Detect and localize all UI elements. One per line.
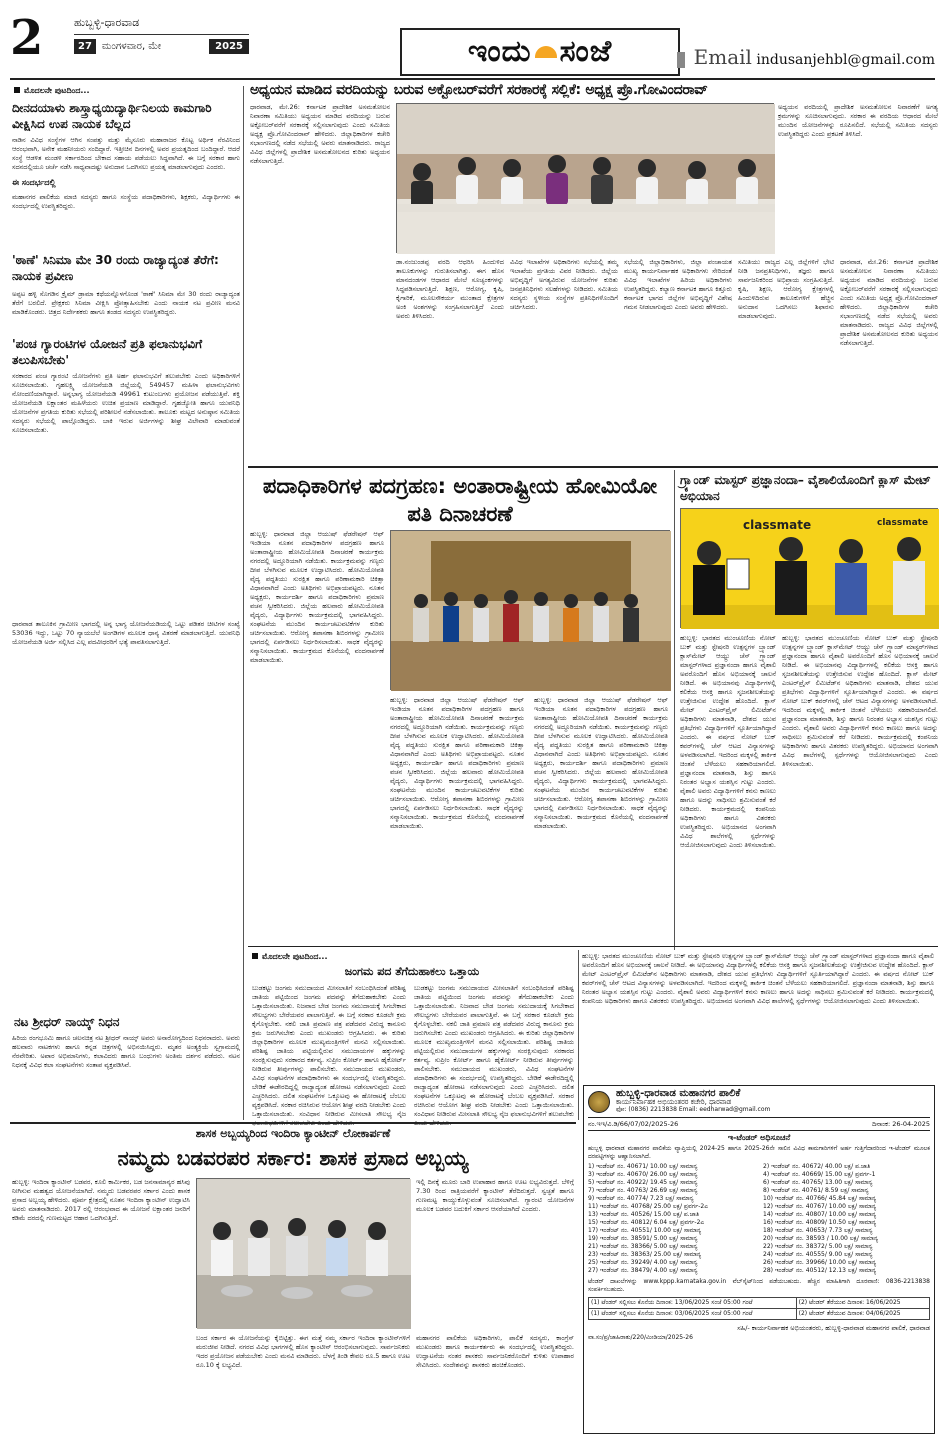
lead-body-col7: ಧಾರವಾಡ, ಮೇ.26: ಕರ್ನಾಟಕ ಪ್ರಾದೇಶಿಕ ಅಸಮತೋಲನ ನಿವಾರಣಾ ಸಮಿತಿಯು ಅಧ್ಯಯನ ಮಾಡಿದ ವರದಿಯನ್ನು ಬರುವ ಅಕ್ಟೋಬರ್‌ವರೆಗೆ ಸರಕಾರಕ್ಕೆ ಸಲ್ಲಿಸಲಾಗುವುದು ಎಂದು ಸಮಿತಿಯ ಅಧ್ಯಕ್ಷ ಪ್ರೊ.ಗೋವಿಂದರಾವ್ ಹೇಳಿದರು. ಜಿಲ್ಲಾಧಿಕಾರಿಗಳ ಕಚೇರಿ ಸಭಾಂಗಣದಲ್ಲಿ ನಡೆದ ಸಭೆಯಲ್ಲಿ ಅವರು ಮಾತನಾಡಿದರು. ರಾಜ್ಯದ ವಿವಿಧ ಜಿಲ್ಲೆಗಳಲ್ಲಿ ಪ್ರಾದೇಶಿಕ ಅಸಮತೋಲನದ ಕುರಿತು ಅಧ್ಯಯನ ನಡೆಸಲಾಗುತ್ತಿದೆ. <box>840 258 938 347</box>
story-body: ಹಿರಿಯ ರಂಗಭೂಮಿ ಹಾಗೂ ಚಲನಚಿತ್ರ ನಟ ಶ್ರೀಧರ್ ನಾಯ್ಕ್ ಅವರು ಅನಾರೋಗ್ಯದಿಂದ ನಿಧನರಾದರು. ಅವರು ಹಲವಾರು ನಾಟಕಗಳು ಹಾಗೂ ಕನ್ನಡ ಚಿತ್ರಗಳಲ್ಲಿ ಅಭಿನಯಿಸಿದ್ದರು. ಮೃತರ ಅಂತ್ಯಕ್ರಿಯೆ ಸ್ವಗ್ರಾಮದಲ್ಲಿ ನೆರವೇರಿತು. ಅಪಾರ ಅಭಿಮಾನಿಗಳು, ಕಲಾವಿದರು ಹಾಗೂ ಬಂಧುಗಳು ಅಂತಿಮ ದರ್ಶನ ಪಡೆದರು. ನಟನ ನಿಧನಕ್ಕೆ ವಿವಿಧ ಕಲಾ ಸಂಘಟನೆಗಳು ಸಂತಾಪ ವ್ಯಕ್ತಪಡಿಸಿವೆ. <box>12 1034 240 1069</box>
kicker-continued: ಮೊದಲನೇ ಪುಟದಿಂದ... <box>14 86 90 97</box>
email-address[interactable]: indusanjehbl@gmail.com <box>756 52 935 68</box>
lead-body-col5: ಸಮಿತಿಯು ರಾಜ್ಯದ ಎಲ್ಲ ಜಿಲ್ಲೆಗಳಿಗೆ ಭೇಟಿ ನೀಡಿ ಜನಪ್ರತಿನಿಧಿಗಳು, ತಜ್ಞರು ಹಾಗೂ ಸಾರ್ವಜನಿಕರಿಂದ ಅಭಿಪ್ರಾಯ ಸಂಗ್ರಹಿಸುತ್ತಿದೆ. ಕೃಷಿ, ಶಿಕ್ಷಣ, ಆರೋಗ್ಯ ಕ್ಷೇತ್ರಗಳಲ್ಲಿ ಹಿಂದುಳಿದಿರುವ ತಾಲೂಕುಗಳಿಗೆ ಹೆಚ್ಚಿನ ಅನುದಾನ ಒದಗಿಸಲು ಶಿಫಾರಸು ಮಾಡಲಾಗುವುದು. <box>738 258 834 320</box>
notice-signature: ಸಹಿ/- ಕಾರ್ಯನಿರ್ವಾಹಕ ಅಭಿಯಂತರರು, ಹುಬ್ಬಳ್ಳಿ-ಧಾರವಾಡ ಮಹಾನಗರ ಪಾಲಿಕೆ, ಧಾರವಾಡ <box>737 1324 930 1332</box>
tender-work-item: 8) ಇಂಡೆಂಟ್ ನಂ. 40761/ 8.59 ಲಕ್ಷ/ ಸಾಮಾನ್ಯ <box>763 1187 869 1194</box>
classmate-brand-label: classmate <box>743 518 812 532</box>
tender-work-item: 4) ಇಂಡೆಂಟ್ ನಂ. 40669/ 15.00 ಲಕ್ಷ/ ಪ್ರವರ್ಗ-1 <box>763 1171 876 1178</box>
logo-text-right: ಸಂಜೆ <box>559 33 613 69</box>
tender-work-item: 15) ಇಂಡೆಂಟ್ ನಂ. 40812/ 6.04 ಲಕ್ಷ/ ಪ್ರವರ್ಗ-2ಎ <box>588 1219 705 1226</box>
section-rule <box>248 946 938 947</box>
story-headline: ದೀನದಯಾಳು ಶಾಸ್ತ್ರಾಧ್ಯಯಿದ್ಯಾರ್ಥಿನಿಲಯ ಕಾಮಗಾರಿ ವೀಕ್ಷಿಸಿದ ಉಪ ನಾಯಕ ಬೆಲ್ಲದ <box>12 101 212 131</box>
tender-work-item: 3) ಇಂಡೆಂಟ್ ನಂ. 40670/ 26.00 ಲಕ್ಷ/ ಸಾಮಾನ್ಯ <box>588 1171 698 1178</box>
email-label: Email <box>693 45 752 69</box>
lead-body-col1: ಧಾರವಾಡ, ಮೇ.26: ಕರ್ನಾಟಕ ಪ್ರಾದೇಶಿಕ ಅಸಮತೋಲನ ನಿವಾರಣಾ ಸಮಿತಿಯು ಅಧ್ಯಯನ ಮಾಡಿದ ವರದಿಯನ್ನು ಬರುವ ಅಕ್ಟೋಬರ್‌ವರೆಗೆ ಸರಕಾರಕ್ಕೆ ಸಲ್ಲಿಸಲಾಗುವುದು ಎಂದು ಸಮಿತಿಯ ಅಧ್ಯಕ್ಷ ಪ್ರೊ.ಗೋವಿಂದರಾವ್ ಹೇಳಿದರು. ಜಿಲ್ಲಾಧಿಕಾರಿಗಳ ಕಚೇರಿ ಸಭಾಂಗಣದಲ್ಲಿ ನಡೆದ ಸಭೆಯಲ್ಲಿ ಅವರು ಮಾತನಾಡಿದರು. ರಾಜ್ಯದ ವಿವಿಧ ಜಿಲ್ಲೆಗಳಲ್ಲಿ ಪ್ರಾದೇಶಿಕ ಅಸಮತೋಲನದ ಕುರಿತು ಅಧ್ಯಯನ ನಡೆಸಲಾಗುತ್ತಿದೆ. <box>250 103 390 165</box>
dining-photo-illustration <box>197 1179 411 1329</box>
tender-work-item: 13) ಇಂಡೆಂಟ್ ನಂ. 40526/ 15.00 ಲಕ್ಷ/ ಪ.ಜಾತಿ <box>588 1211 700 1218</box>
tender-work-item: 16) ಇಂಡೆಂಟ್ ನಂ. 40809/ 10.50 ಲಕ್ಷ/ ಸಾಮಾನ್ಯ <box>763 1219 877 1226</box>
notice-contact: ಫೋ: (0836) 2213838 Email: eedharwad@gmail.com <box>616 1106 771 1113</box>
tender-work-item: 26) ಇಂಡೆಂಟ್ ನಂ. 39966/ 10.00 ಲಕ್ಷ/ ಸಾಮಾನ್ಯ <box>763 1259 877 1266</box>
notice-date: ದಿನಾಂಕ: 26-04-2025 <box>872 1120 930 1128</box>
tender-work-item: 21) ಇಂಡೆಂಟ್ ನಂ. 38366/ 5.00 ಲಕ್ಷ/ ಸಾಮಾನ್ಯ <box>588 1243 698 1250</box>
tender-work-item: 1) ಇಂಡೆಂಟ್ ನಂ. 40671/ 10.00 ಲಕ್ಷ/ ಸಾಮಾನ್ಯ <box>588 1163 698 1170</box>
chess-body-col2: ಹುಬ್ಬಳ್ಳಿ: ಭಾರತದ ಮುಂಚೂಣಿಯ ನೋಟ್ ಬುಕ್ ಮತ್ತು ಸ್ಟೇಷನರಿ ಉತ್ಪನ್ನಗಳ ಬ್ರ್ಯಾಂಡ್ ಕ್ಲಾಸ್‌ಮೇಟ್ ಆಯ್ಟ್ರು ಚೆಸ್ ಗ್ರ್ಯಾಂಡ್ ಮಾಸ್ಟರ್‌ಗಳಾದ ಪ್ರಜ್ಞಾನಂದಾ ಹಾಗೂ ವೈಶಾಲಿ ಅವರೊಂದಿಗೆ ಹೊಸ ಅಭಿಯಾನಕ್ಕೆ ಚಾಲನೆ ನೀಡಿದೆ. ಈ ಅಭಿಯಾನವು ವಿದ್ಯಾರ್ಥಿಗಳಲ್ಲಿ ಕಲಿಕೆಯ ಆಸಕ್ತಿ ಹಾಗೂ ಸೃಜನಶೀಲತೆಯನ್ನು ಉತ್ತೇಜಿಸುವ ಉದ್ದೇಶ ಹೊಂದಿದೆ. ಕ್ಲಾಸ್ ಮೇಟ್ ಎಂಟರ್‌ಪ್ರೈಸ್ ಲಿಮಿಟೆಡ್‌ನ ಅಧಿಕಾರಿಗಳು ಮಾತನಾಡಿ, ದೇಶದ ಯುವ ಪ್ರತಿಭೆಗಳು ವಿದ್ಯಾರ್ಥಿಗಳಿಗೆ ಸ್ಫೂರ್ತಿಯಾಗಿದ್ದಾರೆ ಎಂದರು. ಈ ವರ್ಷದ ನೋಟ್ ಬುಕ್ ಕವರ್‌ಗಳಲ್ಲಿ ಚೆಸ್ ಆಟದ ವಿನ್ಯಾಸಗಳನ್ನು ಅಳವಡಿಸಲಾಗಿದೆ. ಇದರಿಂದ ಮಕ್ಕಳಲ್ಲಿ ತಾರ್ಕಿಕ ಚಿಂತನೆ ಬೆಳೆಯಲು ಸಹಕಾರಿಯಾಗಲಿದೆ. ಪ್ರಜ್ಞಾನಂದಾ ಮಾತನಾಡಿ, ಶಿಸ್ತು ಹಾಗೂ ನಿರಂತರ ಅಭ್ಯಾಸ ಯಶಸ್ಸಿನ ಗುಟ್ಟು ಎಂದರು. ವೈಶಾಲಿ ಅವರು ವಿದ್ಯಾರ್ಥಿಗಳಿಗೆ ಕನಸು ಕಾಣಲು ಹಾಗೂ ಅದನ್ನು ಸಾಧಿಸಲು ಶ್ರಮಿಸುವಂತೆ ಕರೆ ನೀಡಿದರು. ಕಾರ್ಯಕ್ರಮದಲ್ಲಿ ಕಂಪನಿಯ ಅಧಿಕಾರಿಗಳು ಹಾಗೂ ವಿತರಕರು ಉಪಸ್ಥಿತರಿದ್ದರು. ಅಭಿಯಾನದ ಅಂಗವಾಗಿ ವಿವಿಧ ಶಾಲೆಗಳಲ್ಲಿ ಸ್ಪರ್ಧೆಗಳನ್ನು ಆಯೋಜಿಸಲಾಗುವುದು ಎಂದು ತಿಳಿಸಲಾಯಿತು. <box>782 634 938 768</box>
schedule-row <box>589 1309 930 1320</box>
dateline-block <box>74 16 249 54</box>
tender-work-item: 28) ಇಂಡೆಂಟ್ ನಂ. 40512/ 12.13 ಲಕ್ಷ/ ಸಾಮಾನ್ಯ <box>763 1267 877 1274</box>
story-body: ನಾಡಿನ ವಿವಿಧ ಸಂಸ್ಥೆಗಳ ಆಗಿನ ಸಂಪತ್ತು ಮತ್ತು ಮೈಸೂರು ಮಹಾರಾಜರ ಕೊಟ್ಟ ಅರ್ಥಿಕ ನೆರವಿನಿಂದ ಆರಂಭವಾಗಿ, ಅನೇಕ ಮಹನೀಯರು ಸಂದಿದ್ದಾರೆ. ಇತ್ತೀಚಿನ ದಿನಗಳಲ್ಲಿ ಅವರ ಪ್ರಯತ್ನದಿಂದ ಬಂದಿದ್ದಾರೆ. ಆದರೆ ಸಂಸ್ಥೆ ಆಡಳಿತ ಮಂಡಳಿ ಸರ್ಕಾರದಿಂದ ಬೇಕಾದ ಸಹಾಯ ಪಡೆಯಲು ಸಿದ್ಧವಾಗಿದೆ. ಈ ಬಗ್ಗೆ ಸರಕಾರ ಹಾಗು ಸದನದಲ್ಲಿಯೂ ಚರ್ಚೆ ನಡೆಸಿ ಸಾಧ್ಯವಾದಷ್ಟು ಅನುದಾನ ಒದಗಿಸಲು ಪ್ರಯತ್ನ ಮಾಡಲಾಗುವುದು ಎಂದರು. ಈ ಸಂದರ್ಭದಲ್ಲಿ ಮಹಾನಗರ ಪಾಲಿಕೆಯ ಮಾಜಿ ಸದಸ್ಯರು ಹಾಗೂ ಸಂಸ್ಥೆಯ ಪದಾಧಿಕಾರಿಗಳು, ಶಿಕ್ಷಕರು, ವಿದ್ಯಾರ್ಥಿಗಳು ಈ ಸಂದರ್ಭದಲ್ಲಿ ಉಪಸ್ಥಿತರಿದ್ದರು. <box>12 136 240 210</box>
notice-print-ref: ವಾ.ಸಂ/ಪ್ರ/ಜಾಹಿರಾತು/220/ಮೀಡಿಯಾ/2025-26 <box>588 1334 693 1341</box>
chess-continued-body: ಹುಬ್ಬಳ್ಳಿ: ಭಾರತದ ಮುಂಚೂಣಿಯ ನೋಟ್ ಬುಕ್ ಮತ್ತು ಸ್ಟೇಷನರಿ ಉತ್ಪನ್ನಗಳ ಬ್ರ್ಯಾಂಡ್ ಕ್ಲಾಸ್‌ಮೇಟ್ ಆಯ್ಟ್ರು ಚೆಸ್ ಗ್ರ್ಯಾಂಡ್ ಮಾಸ್ಟರ್‌ಗಳಾದ ಪ್ರಜ್ಞಾನಂದಾ ಹಾಗೂ ವೈಶಾಲಿ ಅವರೊಂದಿಗೆ ಹೊಸ ಅಭಿಯಾನಕ್ಕೆ ಚಾಲನೆ ನೀಡಿದೆ. ಈ ಅಭಿಯಾನವು ವಿದ್ಯಾರ್ಥಿಗಳಲ್ಲಿ ಕಲಿಕೆಯ ಆಸಕ್ತಿ ಹಾಗೂ ಸೃಜನಶೀಲತೆಯನ್ನು ಉತ್ತೇಜಿಸುವ ಉದ್ದೇಶ ಹೊಂದಿದೆ. ಕ್ಲಾಸ್ ಮೇಟ್ ಎಂಟರ್‌ಪ್ರೈಸ್ ಲಿಮಿಟೆಡ್‌ನ ಅಧಿಕಾರಿಗಳು ಮಾತನಾಡಿ, ದೇಶದ ಯುವ ಪ್ರತಿಭೆಗಳು ವಿದ್ಯಾರ್ಥಿಗಳಿಗೆ ಸ್ಫೂರ್ತಿಯಾಗಿದ್ದಾರೆ ಎಂದರು. ಈ ವರ್ಷದ ನೋಟ್ ಬುಕ್ ಕವರ್‌ಗಳಲ್ಲಿ ಚೆಸ್ ಆಟದ ವಿನ್ಯಾಸಗಳನ್ನು ಅಳವಡಿಸಲಾಗಿದೆ. ಇದರಿಂದ ಮಕ್ಕಳಲ್ಲಿ ತಾರ್ಕಿಕ ಚಿಂತನೆ ಬೆಳೆಯಲು ಸಹಕಾರಿಯಾಗಲಿದೆ. ಪ್ರಜ್ಞಾನಂದಾ ಮಾತನಾಡಿ, ಶಿಸ್ತು ಹಾಗೂ ನಿರಂತರ ಅಭ್ಯಾಸ ಯಶಸ್ಸಿನ ಗುಟ್ಟು ಎಂದರು. ವೈಶಾಲಿ ಅವರು ವಿದ್ಯಾರ್ಥಿಗಳಿಗೆ ಕನಸು ಕಾಣಲು ಹಾಗೂ ಅದನ್ನು ಸಾಧಿಸಲು ಶ್ರಮಿಸುವಂತೆ ಕರೆ ನೀಡಿದರು. ಕಾರ್ಯಕ್ರಮದಲ್ಲಿ ಕಂಪನಿಯ ಅಧಿಕಾರಿಗಳು ಹಾಗೂ ವಿತರಕರು ಉಪಸ್ಥಿತರಿದ್ದರು. ಅಭಿಯಾನದ ಅಂಗವಾಗಿ ವಿವಿಧ ಶಾಲೆಗಳಲ್ಲಿ ಸ್ಪರ್ಧೆಗಳನ್ನು ಆಯೋಜಿಸಲಾಗುವುದು ಎಂದು ತಿಳಿಸಲಾಯಿತು. <box>582 952 934 1005</box>
tender-work-item: 27) ಇಂಡೆಂಟ್ ನಂ. 38479/ 4.00 ಲಕ್ಷ/ ಸಾಮಾನ್ಯ <box>588 1267 698 1274</box>
tender-work-item: 2) ಇಂಡೆಂಟ್ ನಂ. 40672/ 40.00 ಲಕ್ಷ/ ಪ.ಜಾತಿ <box>763 1163 871 1170</box>
canteen-body-col1: ಹುಬ್ಬಳ್ಳಿ: ಇಂದಿರಾ ಕ್ಯಾಂಟೀನ್ ಬಡವರ, ಕೂಲಿ ಕಾರ್ಮಿಕರ, ಬಡ ಜನಸಾಮಾನ್ಯರ ಹಸಿವು ನೀಗಿಸುವ ಮಹತ್ವದ ಯೋಜನೆಯಾಗಿದೆ. ನಮ್ಮದು ಬಡವರಪರ ಸರ್ಕಾರ ಎಂದು ಶಾಸಕ ಪ್ರಸಾದ ಅಬ್ಬಯ್ಯ ಹೇಳಿದರು. ಪೂರ್ವ ಕ್ಷೇತ್ರದಲ್ಲಿ ನೂತನ ಇಂದಿರಾ ಕ್ಯಾಂಟೀನ್ ಉದ್ಘಾಟಿಸಿ ಅವರು ಮಾತನಾಡಿದರು. 2017 ರಲ್ಲಿ ಆರಂಭವಾದ ಈ ಯೋಜನೆ ಲಕ್ಷಾಂತರ ಜನರಿಗೆ ಕಡಿಮೆ ದರದಲ್ಲಿ ಗುಣಮಟ್ಟದ ಆಹಾರ ಒದಗಿಸುತ್ತಿದೆ. <box>12 1178 190 1222</box>
homeopathy-body-col1: ಹುಬ್ಬಳ್ಳಿ: ಧಾರವಾಡ ಜಿಲ್ಲಾ ಆಯುಷ್ ಫೆಡರೇಷನ್ ಆಫ್ ಇಂಡಿಯಾ ನೂತನ ಪದಾಧಿಕಾರಿಗಳ ಪದಗ್ರಹಣ ಹಾಗೂ ಅಂತಾರಾಷ್ಟ್ರೀಯ ಹೋಮಿಯೋಪತಿ ದಿನಾಚರಣೆ ಕಾರ್ಯಕ್ರಮ ನಗರದಲ್ಲಿ ಅದ್ದೂರಿಯಾಗಿ ನಡೆಯಿತು. ಕಾರ್ಯಕ್ರಮವನ್ನು ಗಣ್ಯರು ದೀಪ ಬೆಳಗಿಸುವ ಮೂಲಕ ಉದ್ಘಾಟಿಸಿದರು. ಹೋಮಿಯೋಪತಿ ವೈದ್ಯ ಪದ್ಧತಿಯು ಸುರಕ್ಷಿತ ಹಾಗೂ ಪರಿಣಾಮಕಾರಿ ಚಿಕಿತ್ಸಾ ವಿಧಾನವಾಗಿದೆ ಎಂದು ಅತಿಥಿಗಳು ಅಭಿಪ್ರಾಯಪಟ್ಟರು. ನೂತನ ಅಧ್ಯಕ್ಷರು, ಕಾರ್ಯದರ್ಶಿ ಹಾಗೂ ಪದಾಧಿಕಾರಿಗಳು ಪ್ರಮಾಣ ವಚನ ಸ್ವೀಕರಿಸಿದರು. ಜಿಲ್ಲೆಯ ಹಲವಾರು ಹೋಮಿಯೋಪತಿ ವೈದ್ಯರು, ವಿದ್ಯಾರ್ಥಿಗಳು ಕಾರ್ಯಕ್ರಮದಲ್ಲಿ ಭಾಗವಹಿಸಿದ್ದರು. ಸಂಘಟನೆಯ ಮುಂದಿನ ಕಾರ್ಯಚಟುವಟಿಕೆಗಳ ಕುರಿತು ಚರ್ಚಿಸಲಾಯಿತು. ಆರೋಗ್ಯ ತಪಾಸಣಾ ಶಿಬಿರಗಳನ್ನು ಗ್ರಾಮೀಣ ಭಾಗದಲ್ಲಿ ಏರ್ಪಡಿಸಲು ನಿರ್ಧರಿಸಲಾಯಿತು. ಸಾಧಕ ವೈದ್ಯರನ್ನು ಸನ್ಮಾನಿಸಲಾಯಿತು. ಕಾರ್ಯಕ್ರಮದ ಕೊನೆಯಲ್ಲಿ ವಂದನಾರ್ಪಣೆ ಮಾಡಲಾಯಿತು. <box>250 530 384 664</box>
tender-work-item: 20) ಇಂಡೆಂಟ್ ನಂ. 38593 / 10.00 ಲಕ್ಷ/ ಸಾಮಾನ್ಯ <box>763 1235 879 1242</box>
notice-ref: ನಂ.ಇಇ/ವಿ.ಡಿ/66/07/02/2025-26 <box>588 1120 679 1128</box>
tender-work-item: 7) ಇಂಡೆಂಟ್ ನಂ. 40763/ 26.69 ಲಕ್ಷ/ ಸಾಮಾನ್ಯ <box>588 1187 698 1194</box>
chess-body-col1: ಹುಬ್ಬಳ್ಳಿ: ಭಾರತದ ಮುಂಚೂಣಿಯ ನೋಟ್ ಬುಕ್ ಮತ್ತು ಸ್ಟೇಷನರಿ ಉತ್ಪನ್ನಗಳ ಬ್ರ್ಯಾಂಡ್ ಕ್ಲಾಸ್‌ಮೇಟ್ ಆಯ್ಟ್ರು ಚೆಸ್ ಗ್ರ್ಯಾಂಡ್ ಮಾಸ್ಟರ್‌ಗಳಾದ ಪ್ರಜ್ಞಾನಂದಾ ಹಾಗೂ ವೈಶಾಲಿ ಅವರೊಂದಿಗೆ ಹೊಸ ಅಭಿಯಾನಕ್ಕೆ ಚಾಲನೆ ನೀಡಿದೆ. ಈ ಅಭಿಯಾನವು ವಿದ್ಯಾರ್ಥಿಗಳಲ್ಲಿ ಕಲಿಕೆಯ ಆಸಕ್ತಿ ಹಾಗೂ ಸೃಜನಶೀಲತೆಯನ್ನು ಉತ್ತೇಜಿಸುವ ಉದ್ದೇಶ ಹೊಂದಿದೆ. ಕ್ಲಾಸ್ ಮೇಟ್ ಎಂಟರ್‌ಪ್ರೈಸ್ ಲಿಮಿಟೆಡ್‌ನ ಅಧಿಕಾರಿಗಳು ಮಾತನಾಡಿ, ದೇಶದ ಯುವ ಪ್ರತಿಭೆಗಳು ವಿದ್ಯಾರ್ಥಿಗಳಿಗೆ ಸ್ಫೂರ್ತಿಯಾಗಿದ್ದಾರೆ ಎಂದರು. ಈ ವರ್ಷದ ನೋಟ್ ಬುಕ್ ಕವರ್‌ಗಳಲ್ಲಿ ಚೆಸ್ ಆಟದ ವಿನ್ಯಾಸಗಳನ್ನು ಅಳವಡಿಸಲಾಗಿದೆ. ಇದರಿಂದ ಮಕ್ಕಳಲ್ಲಿ ತಾರ್ಕಿಕ ಚಿಂತನೆ ಬೆಳೆಯಲು ಸಹಕಾರಿಯಾಗಲಿದೆ. ಪ್ರಜ್ಞಾನಂದಾ ಮಾತನಾಡಿ, ಶಿಸ್ತು ಹಾಗೂ ನಿರಂತರ ಅಭ್ಯಾಸ ಯಶಸ್ಸಿನ ಗುಟ್ಟು ಎಂದರು. ವೈಶಾಲಿ ಅವರು ವಿದ್ಯಾರ್ಥಿಗಳಿಗೆ ಕನಸು ಕಾಣಲು ಹಾಗೂ ಅದನ್ನು ಸಾಧಿಸಲು ಶ್ರಮಿಸುವಂತೆ ಕರೆ ನೀಡಿದರು. ಕಾರ್ಯಕ್ರಮದಲ್ಲಿ ಕಂಪನಿಯ ಅಧಿಕಾರಿಗಳು ಹಾಗೂ ವಿತರಕರು ಉಪಸ್ಥಿತರಿದ್ದರು. ಅಭಿಯಾನದ ಅಂಗವಾಗಿ ವಿವಿಧ ಶಾಲೆಗಳಲ್ಲಿ ಸ್ಪರ್ಧೆಗಳನ್ನು ಆಯೋಜಿಸಲಾಗುವುದು ಎಂದು ತಿಳಿಸಲಾಯಿತು. <box>680 634 776 849</box>
tender-work-item: 5) ಇಂಡೆಂಟ್ ನಂ. 40922/ 19.45 ಲಕ್ಷ/ ಸಾಮಾನ್ಯ <box>588 1179 698 1186</box>
tender-work-item: 23) ಇಂಡೆಂಟ್ ನಂ. 38363/ 25.00 ಲಕ್ಷ/ ಸಾಮಾನ್ಯ <box>588 1251 702 1258</box>
story-headline: 'ಠಾಣೆ' ಸಿನಿಮಾ ಮೇ 30 ರಂದು ರಾಜ್ಯಾದ್ಯಂತ ತೆರೆಗೆ: ನಾಯಕ ಪ್ರವೀಣ <box>12 253 219 283</box>
notice-title: ಇ-ಟೆಂಡರ್ ಅಧಿಸೂಚನೆ <box>727 1133 791 1142</box>
lead-photo <box>396 103 774 253</box>
tender-work-item: 14) ಇಂಡೆಂಟ್ ನಂ. 40807/ 10.00 ಲಕ್ಷ/ ಸಾಮಾನ್ಯ <box>763 1211 877 1218</box>
lead-body-col6: ಅಧ್ಯಯನ ವರದಿಯಲ್ಲಿ ಪ್ರಾದೇಶಿಕ ಅಸಮತೋಲನ ನಿವಾರಣೆಗೆ ಅಗತ್ಯ ಕ್ರಮಗಳನ್ನು ಸೂಚಿಸಲಾಗುವುದು. ಸರಕಾರ ಈ ವರದಿಯ ಆಧಾರದ ಮೇಲೆ ಮುಂದಿನ ಯೋಜನೆಗಳನ್ನು ರೂಪಿಸಲಿದೆ. ಸಭೆಯಲ್ಲಿ ಸಮಿತಿಯ ಸದಸ್ಯರು ಉಪಸ್ಥಿತರಿದ್ದರು ಎಂದು ಪ್ರಕಟಣೆ ತಿಳಿಸಿದೆ. <box>778 103 938 138</box>
sun-icon <box>535 46 557 58</box>
section-rule <box>248 466 938 468</box>
schedule-cell: (2) ಟೆಂಡರ್ ತೆರೆಯುವ ದಿನಾಂಕ: 04/06/2025 <box>796 1309 929 1320</box>
tender-work-list <box>588 1163 930 1275</box>
tender-work-item: 18) ಇಂಡೆಂಟ್ ನಂ. 40653/ 7.73 ಲಕ್ಷ/ ಸಾಮಾನ್ಯ <box>763 1227 873 1234</box>
edition-label: ಹುಬ್ಬಳ್ಳಿ-ಧಾರವಾಡ <box>74 16 249 35</box>
tender-work-item: 17) ಇಂಡೆಂಟ್ ನಂ. 40551/ 10.00 ಲಕ್ಷ/ ಸಾಮಾನ್ಯ <box>588 1227 702 1234</box>
story-body: ಧಾರವಾಡ ತಾಲೂಕಿನ ಗ್ರಾಮೀಣ ಭಾಗದಲ್ಲಿ ಅನ್ನ ಭಾಗ್ಯ ಯೋಜನೆಯಡಿಯಲ್ಲಿ ಒಟ್ಟು ಪಡಿತರ ಚೀಟಿಗಳ ಸಂಖ್ಯೆ 53036 ಇದ್ದು, ಒಟ್ಟು 70 ನ್ಯಾಯಬೆಲೆ ಅಂಗಡಿಗಳ ಮೂಲಕ ಧಾನ್ಯ ವಿತರಣೆ ಮಾಡಲಾಗುತ್ತಿದೆ. ಯುವನಿಧಿ ಯೋಜನೆಯಡಿ ಅರ್ಜಿ ಸಲ್ಲಿಸಿದ ಎಲ್ಲ ಪದವೀಧರರಿಗೆ ಭತ್ಯೆ ಪಾವತಿಸಲಾಗುತ್ತಿದೆ. <box>12 620 240 646</box>
homeopathy-body-col3: ಹುಬ್ಬಳ್ಳಿ: ಧಾರವಾಡ ಜಿಲ್ಲಾ ಆಯುಷ್ ಫೆಡರೇಷನ್ ಆಫ್ ಇಂಡಿಯಾ ನೂತನ ಪದಾಧಿಕಾರಿಗಳ ಪದಗ್ರಹಣ ಹಾಗೂ ಅಂತಾರಾಷ್ಟ್ರೀಯ ಹೋಮಿಯೋಪತಿ ದಿನಾಚರಣೆ ಕಾರ್ಯಕ್ರಮ ನಗರದಲ್ಲಿ ಅದ್ದೂರಿಯಾಗಿ ನಡೆಯಿತು. ಕಾರ್ಯಕ್ರಮವನ್ನು ಗಣ್ಯರು ದೀಪ ಬೆಳಗಿಸುವ ಮೂಲಕ ಉದ್ಘಾಟಿಸಿದರು. ಹೋಮಿಯೋಪತಿ ವೈದ್ಯ ಪದ್ಧತಿಯು ಸುರಕ್ಷಿತ ಹಾಗೂ ಪರಿಣಾಮಕಾರಿ ಚಿಕಿತ್ಸಾ ವಿಧಾನವಾಗಿದೆ ಎಂದು ಅತಿಥಿಗಳು ಅಭಿಪ್ರಾಯಪಟ್ಟರು. ನೂತನ ಅಧ್ಯಕ್ಷರು, ಕಾರ್ಯದರ್ಶಿ ಹಾಗೂ ಪದಾಧಿಕಾರಿಗಳು ಪ್ರಮಾಣ ವಚನ ಸ್ವೀಕರಿಸಿದರು. ಜಿಲ್ಲೆಯ ಹಲವಾರು ಹೋಮಿಯೋಪತಿ ವೈದ್ಯರು, ವಿದ್ಯಾರ್ಥಿಗಳು ಕಾರ್ಯಕ್ರಮದಲ್ಲಿ ಭಾಗವಹಿಸಿದ್ದರು. ಸಂಘಟನೆಯ ಮುಂದಿನ ಕಾರ್ಯಚಟುವಟಿಕೆಗಳ ಕುರಿತು ಚರ್ಚಿಸಲಾಯಿತು. ಆರೋಗ್ಯ ತಪಾಸಣಾ ಶಿಬಿರಗಳನ್ನು ಗ್ರಾಮೀಣ ಭಾಗದಲ್ಲಿ ಏರ್ಪಡಿಸಲು ನಿರ್ಧರಿಸಲಾಯಿತು. ಸಾಧಕ ವೈದ್ಯರನ್ನು ಸನ್ಮಾನಿಸಲಾಯಿತು. ಕಾರ್ಯಕ್ರಮದ ಕೊನೆಯಲ್ಲಿ ವಂದನಾರ್ಪಣೆ ಮಾಡಲಾಯಿತು. <box>534 696 668 830</box>
story-headline: ನಟ ಶ್ರೀಧರ್ ನಾಯ್ಕ್ ನಿಧನ <box>14 1015 120 1029</box>
tender-work-item: 22) ಇಂಡೆಂಟ್ ನಂ. 38372/ 5.00 ಲಕ್ಷ/ ಸಾಮಾನ್ಯ <box>763 1243 873 1250</box>
lead-body-col4: ಸಭೆಯಲ್ಲಿ ಜಿಲ್ಲಾಧಿಕಾರಿಗಳು, ಜಿಲ್ಲಾ ಪಂಚಾಯತ ಮುಖ್ಯ ಕಾರ್ಯನಿರ್ವಾಹಕ ಅಧಿಕಾರಿಗಳು ಸೇರಿದಂತೆ ವಿವಿಧ ಇಲಾಖೆಗಳ ಹಿರಿಯ ಅಧಿಕಾರಿಗಳು ಉಪಸ್ಥಿತರಿದ್ದರು. ಕಲ್ಯಾಣ ಕರ್ನಾಟಕ ಹಾಗೂ ಕಿತ್ತೂರು ಕರ್ನಾಟಕ ಭಾಗದ ಜಿಲ್ಲೆಗಳ ಅಭಿವೃದ್ಧಿಗೆ ವಿಶೇಷ ಗಮನ ನೀಡಲಾಗುವುದು ಎಂದು ಅವರು ಹೇಳಿದರು. <box>624 258 732 311</box>
homeopathy-body-col2: ಹುಬ್ಬಳ್ಳಿ: ಧಾರವಾಡ ಜಿಲ್ಲಾ ಆಯುಷ್ ಫೆಡರೇಷನ್ ಆಫ್ ಇಂಡಿಯಾ ನೂತನ ಪದಾಧಿಕಾರಿಗಳ ಪದಗ್ರಹಣ ಹಾಗೂ ಅಂತಾರಾಷ್ಟ್ರೀಯ ಹೋಮಿಯೋಪತಿ ದಿನಾಚರಣೆ ಕಾರ್ಯಕ್ರಮ ನಗರದಲ್ಲಿ ಅದ್ದೂರಿಯಾಗಿ ನಡೆಯಿತು. ಕಾರ್ಯಕ್ರಮವನ್ನು ಗಣ್ಯರು ದೀಪ ಬೆಳಗಿಸುವ ಮೂಲಕ ಉದ್ಘಾಟಿಸಿದರು. ಹೋಮಿಯೋಪತಿ ವೈದ್ಯ ಪದ್ಧತಿಯು ಸುರಕ್ಷಿತ ಹಾಗೂ ಪರಿಣಾಮಕಾರಿ ಚಿಕಿತ್ಸಾ ವಿಧಾನವಾಗಿದೆ ಎಂದು ಅತಿಥಿಗಳು ಅಭಿಪ್ರಾಯಪಟ್ಟರು. ನೂತನ ಅಧ್ಯಕ್ಷರು, ಕಾರ್ಯದರ್ಶಿ ಹಾಗೂ ಪದಾಧಿಕಾರಿಗಳು ಪ್ರಮಾಣ ವಚನ ಸ್ವೀಕರಿಸಿದರು. ಜಿಲ್ಲೆಯ ಹಲವಾರು ಹೋಮಿಯೋಪತಿ ವೈದ್ಯರು, ವಿದ್ಯಾರ್ಥಿಗಳು ಕಾರ್ಯಕ್ರಮದಲ್ಲಿ ಭಾಗವಹಿಸಿದ್ದರು. ಸಂಘಟನೆಯ ಮುಂದಿನ ಕಾರ್ಯಚಟುವಟಿಕೆಗಳ ಕುರಿತು ಚರ್ಚಿಸಲಾಯಿತು. ಆರೋಗ್ಯ ತಪಾಸಣಾ ಶಿಬಿರಗಳನ್ನು ಗ್ರಾಮೀಣ ಭಾಗದಲ್ಲಿ ಏರ್ಪಡಿಸಲು ನಿರ್ಧರಿಸಲಾಯಿತು. ಸಾಧಕ ವೈದ್ಯರನ್ನು ಸನ್ಮಾನಿಸಲಾಯಿತು. ಕಾರ್ಯಕ್ರಮದ ಕೊನೆಯಲ್ಲಿ ವಂದನಾರ್ಪಣೆ ಮಾಡಲಾಯಿತು. <box>390 696 524 830</box>
tender-work-item: 12) ಇಂಡೆಂಟ್ ನಂ. 40767/ 10.00 ಲಕ್ಷ/ ಸಾಮಾನ್ಯ <box>763 1203 877 1210</box>
homeopathy-headline: ಪದಾಧಿಕಾರಿಗಳ ಪದಗ್ರಹಣ: ಅಂತಾರಾಷ್ಟ್ರೀಯ ಹೋಮಿಯೋ ಪತಿ ದಿನಾಚರಣೆ <box>262 474 658 526</box>
divider-icon <box>677 52 685 68</box>
canteen-body-col2: ಇಲ್ಲಿ ದಿನಕ್ಕೆ ಮೂರು ಬಾರಿ ಉಪಾಹಾರ ಹಾಗೂ ಊಟ ಲಭ್ಯವಿರುತ್ತದೆ. ಬೆಳಿಗ್ಗೆ 7.30 ರಿಂದ ರಾತ್ರಿಯವರೆಗೆ ಕ್ಯಾಂಟೀನ್ ತೆರೆದಿರುತ್ತದೆ. ಸ್ವಚ್ಛತೆ ಹಾಗೂ ಗುಣಮಟ್ಟ ಕಾಯ್ದುಕೊಳ್ಳುವಂತೆ ಸೂಚಿಸಲಾಗಿದೆ. ಗ್ಯಾರಂಟಿ ಯೋಜನೆಗಳ ಮೂಲಕ ಬಡವರ ಬದುಕಿಗೆ ಸರ್ಕಾರ ಆಸರೆಯಾಗಿದೆ ಎಂದರು. <box>416 1178 574 1213</box>
jangama-body-col2: ಬುಡಕಟ್ಟು ಜಂಗಮ ಸಮುದಾಯದ ಮೀಸಲಾತಿಗೆ ಸಂಬಂಧಿಸಿದಂತೆ ಪರಿಶಿಷ್ಟ ಜಾತಿಯ ಪಟ್ಟಿಯಿಂದ ಜಂಗಮ ಪದವನ್ನು ತೆಗೆದುಹಾಕಬೇಕು ಎಂದು ಒತ್ತಾಯಿಸಲಾಯಿತು. ನಿಜವಾದ ಬೇಡ ಜಂಗಮ ಸಮುದಾಯಕ್ಕೆ ಸಿಗಬೇಕಾದ ಸೌಲಭ್ಯಗಳು ಬೇರೆಯವರ ಪಾಲಾಗುತ್ತಿವೆ. ಈ ಬಗ್ಗೆ ಸರಕಾರ ಕೂಡಲೇ ಕ್ರಮ ಕೈಗೊಳ್ಳಬೇಕು. ನಕಲಿ ಜಾತಿ ಪ್ರಮಾಣ ಪತ್ರ ಪಡೆದವರ ವಿರುದ್ಧ ಕಾನೂನು ಕ್ರಮ ಜರುಗಿಸಬೇಕು ಎಂದು ಮುಖಂಡರು ಆಗ್ರಹಿಸಿದರು. ಈ ಕುರಿತು ಜಿಲ್ಲಾಧಿಕಾರಿಗಳ ಮೂಲಕ ಮುಖ್ಯಮಂತ್ರಿಗಳಿಗೆ ಮನವಿ ಸಲ್ಲಿಸಲಾಯಿತು. ಪರಿಶಿಷ್ಟ ಜಾತಿಯ ಪಟ್ಟಿಯಲ್ಲಿರುವ ಸಮುದಾಯಗಳ ಹಕ್ಕುಗಳನ್ನು ಸಂರಕ್ಷಿಸುವುದು ಸರಕಾರದ ಕರ್ತವ್ಯ. ಸುಪ್ರೀಂ ಕೋರ್ಟ್ ಹಾಗೂ ಹೈಕೋರ್ಟ್ ನೀಡಿರುವ ತೀರ್ಪುಗಳನ್ನು ಪಾಲಿಸಬೇಕು. ಸಮುದಾಯದ ಮುಖಂಡರು, ವಿವಿಧ ಸಂಘಟನೆಗಳ ಪದಾಧಿಕಾರಿಗಳು ಈ ಸಂದರ್ಭದಲ್ಲಿ ಉಪಸ್ಥಿತರಿದ್ದರು. ಬೇಡಿಕೆ ಈಡೇರದಿದ್ದಲ್ಲಿ ರಾಜ್ಯಾದ್ಯಂತ ಹೋರಾಟ ನಡೆಸಲಾಗುವುದು ಎಂದು ಎಚ್ಚರಿಸಿದರು. ದಲಿತ ಸಂಘಟನೆಗಳ ಒಕ್ಕೂಟವು ಈ ಹೋರಾಟಕ್ಕೆ ಬೆಂಬಲ ವ್ಯಕ್ತಪಡಿಸಿದೆ. ಸರಕಾರ ರಚಿಸಿರುವ ಆಯೋಗ ಶೀಘ್ರ ವರದಿ ನೀಡಬೇಕು ಎಂದು ಒತ್ತಾಯಿಸಲಾಯಿತು. ಸಂವಿಧಾನ ನೀಡಿರುವ ಮೀಸಲಾತಿ ಸೌಲಭ್ಯ ನೈಜ ಫಲಾನುಭವಿಗಳಿಗೆ ತಲುಪಬೇಕು <box>414 984 574 1118</box>
notice-office: ಕಾರ್ಯನಿರ್ವಾಹಕ ಅಭಿಯಂತರರ ಕಚೇರಿ, ಧಾರವಾಡ <box>616 1098 732 1106</box>
classmate-brand-label-2: classmate <box>877 518 929 528</box>
column-rule <box>578 950 579 1120</box>
canteen-body-col3: ಬಂದ ಸರ್ಕಾರ ಈ ಯೋಜನೆಯನ್ನು ಕೈಬಿಟ್ಟಿತ್ತು. ಈಗ ಮತ್ತೆ ನಮ್ಮ ಸರ್ಕಾರ ಇಂದಿರಾ ಕ್ಯಾಂಟೀನ್‌ಗಳಿಗೆ ಮರುಜೀವ ನೀಡಿದೆ. ನಗರದ ವಿವಿಧ ಭಾಗಗಳಲ್ಲಿ ಹೊಸ ಕ್ಯಾಂಟೀನ್ ಆರಂಭಿಸಲಾಗುವುದು. ಸಾರ್ವಜನಿಕರು ಇದರ ಪ್ರಯೋಜನ ಪಡೆಯಬೇಕು ಎಂದು ಮನವಿ ಮಾಡಿದರು. ಬೆಳಗ್ಗೆ ತಿಂಡಿ ಕೇವಲ ರೂ.5 ಹಾಗೂ ಊಟ ರೂ.10 ಕ್ಕೆ ಲಭ್ಯವಿದೆ. <box>196 1334 410 1369</box>
section-rule <box>10 1122 576 1124</box>
column-rule <box>674 470 675 950</box>
schedule-cell: (2) ಟೆಂಡರ್ ತೆರೆಯುವ ದಿನಾಂಕ: 16/06/2025 <box>796 1298 929 1309</box>
notice-intro: ಹುಬ್ಬಳ್ಳಿ ಧಾರವಾಡ ಮಹಾನಗರ ಪಾಲಿಕೆಯ ವ್ಯಾಪ್ತಿಯಲ್ಲಿ 2024-25 ಹಾಗೂ 2025-26ನೇ ಸಾಲಿನ ವಿವಿಧ ಕಾಮಗಾರಿಗಳಿಗೆ ಅರ್ಹ ಗುತ್ತಿಗೆದಾರರಿಂದ ಇ-ಟೆಂಡರ್ ಮೂಲಕ ದರಪಟ್ಟಿಗಳನ್ನು ಆಹ್ವಾನಿಸಲಾಗಿದೆ. <box>588 1145 930 1160</box>
masthead <box>10 10 935 80</box>
notice-footer: ಟೆಂಡರ್ ದಾಖಲೆಗಳನ್ನು www.kppp.karnataka.gov.in ವೆಬ್‌ಸೈಟ್‌ನಿಂದ ಪಡೆಯಬಹುದು. ಹೆಚ್ಚಿನ ಮಾಹಿತಿಗಾಗಿ ದೂರವಾಣಿ: 0836-2213838 ಸಂಪರ್ಕಿಸಬಹುದು. <box>588 1278 930 1293</box>
date-weekday-month: ಮಂಗಳವಾರ, ಮೇ <box>101 40 162 52</box>
lead-body-col2: ಡಾ.ನಂಜುಂಡಪ್ಪ ವರದಿ ಆಧರಿಸಿ ಹಿಂದುಳಿದ ತಾಲೂಕುಗಳನ್ನು ಗುರುತಿಸಲಾಗಿತ್ತು. ಈಗ ಹೊಸ ಮಾನದಂಡಗಳ ಆಧಾರದ ಮೇಲೆ ಸೂಚ್ಯಂಕಗಳನ್ನು ಸಿದ್ಧಪಡಿಸಲಾಗುತ್ತಿದೆ. ಶಿಕ್ಷಣ, ಆರೋಗ್ಯ, ಕೃಷಿ, ಕೈಗಾರಿಕೆ, ಮೂಲಸೌಕರ್ಯ ಮುಂತಾದ ಕ್ಷೇತ್ರಗಳ ಅಂಕಿ ಅಂಶಗಳನ್ನು ಸಂಗ್ರಹಿಸಲಾಗುತ್ತಿದೆ ಎಂದು ಅವರು ತಿಳಿಸಿದರು. <box>396 258 504 320</box>
chess-photo <box>680 508 938 628</box>
tender-work-item: 6) ಇಂಡೆಂಟ್ ನಂ. 40765/ 13.00 ಲಕ್ಷ/ ಸಾಮಾನ್ಯ <box>763 1179 873 1186</box>
notice-org: ಹುಬ್ಬಳ್ಳಿ-ಧಾರವಾಡ ಮಹಾನಗರ ಪಾಲಿಕೆ <box>616 1088 741 1099</box>
tender-work-item: 25) ಇಂಡೆಂಟ್ ನಂ. 39249/ 4.00 ಲಕ್ಷ/ ಸಾಮಾನ್ಯ <box>588 1259 698 1266</box>
logo-text-left: ಇಂದು <box>467 33 532 69</box>
story-body: ಅಪ್ಪಟ ಹಳ್ಳಿ ಸೊಗಡಿನ ಕ್ರೈಮ್ ಡ್ರಾಮಾ ಕಥೆಯನ್ನೊಳಗೊಂಡ 'ಠಾಣೆ' ಸಿನಿಮಾ ಮೇ 30 ರಂದು ರಾಜ್ಯಾದ್ಯಂತ ತೆರೆಗೆ ಬರಲಿದೆ. ಪ್ರೇಕ್ಷಕರು ಸಿನಿಮಾ ವೀಕ್ಷಿಸಿ ಪ್ರೋತ್ಸಾಹಿಸಬೇಕು ಎಂದು ನಾಯಕ ನಟ ಪ್ರವೀಣ ಮನವಿ ಮಾಡಿಕೊಂಡರು. ಚಿತ್ರದ ನಿರ್ದೇಶಕರು ಹಾಗೂ ತಂಡದ ಸದಸ್ಯರು ಉಪಸ್ಥಿತರಿದ್ದರು. <box>12 290 240 316</box>
canteen-photo <box>196 1178 410 1328</box>
chess-headline: ಗ್ರ್ಯಾಂಡ್ ಮಾಸ್ಟರ್ ಪ್ರಜ್ಞಾನಂದಾ– ವೈಶಾಲಿಯೊಂದಿಗೆ ಕ್ಲಾಸ್ ಮೇಟ್ ಅಭಿಯಾನ <box>680 473 931 503</box>
lead-headline: ಅಧ್ಯಯನ ಮಾಡಿದ ವರದಿಯನ್ನು ಬರುವ ಅಕ್ಟೋಬರ್‌ವರೆಗೆ ಸರಕಾರಕ್ಕೆ ಸಲ್ಲಿಕೆ: ಅಧ್ಯಕ್ಷ ಪ್ರೊ.ಗೋವಿಂದರಾವ್ <box>250 82 708 98</box>
schedule-cell: (1) ಟೆಂಡರ್ ಸಲ್ಲಿಸಲು ಕೊನೆಯ ದಿನಾಂಕ: 13/06/2025 ಸಂಜೆ 05:00 ಗಂಟೆ <box>589 1298 797 1309</box>
schedule-cell: (1) ಟೆಂಡರ್ ಸಲ್ಲಿಸಲು ಕೊನೆಯ ದಿನಾಂಕ: 03/06/2025 ಸಂಜೆ 05:00 ಗಂಟೆ <box>589 1309 797 1320</box>
tender-schedule-table <box>588 1297 930 1320</box>
lead-body-col3: ವಿವಿಧ ಇಲಾಖೆಗಳ ಅಧಿಕಾರಿಗಳು ಸಭೆಯಲ್ಲಿ ತಮ್ಮ ಇಲಾಖೆಯ ಪ್ರಗತಿಯ ವಿವರ ನೀಡಿದರು. ಜಿಲ್ಲೆಯ ಅಭಿವೃದ್ಧಿಗೆ ಅಗತ್ಯವಿರುವ ಯೋಜನೆಗಳ ಕುರಿತು ಜನಪ್ರತಿನಿಧಿಗಳು ಸಲಹೆಗಳನ್ನು ನೀಡಿದರು. ಸಮಿತಿಯ ಸದಸ್ಯರು ಸ್ಥಳೀಯ ಸಂಸ್ಥೆಗಳ ಪ್ರತಿನಿಧಿಗಳೊಂದಿಗೆ ಚರ್ಚಿಸಿದರು. <box>510 258 618 311</box>
date-day: 27 <box>74 39 96 55</box>
tender-work-item: 10) ಇಂಡೆಂಟ್ ನಂ. 40766/ 45.84 ಲಕ್ಷ/ ಸಾಮಾನ್ಯ <box>763 1195 877 1202</box>
kicker-continued: ಮೊದಲನೇ ಪುಟದಿಂದ... <box>252 952 328 963</box>
tender-notice <box>583 1085 935 1434</box>
canteen-body-col4: ಮಹಾನಗರ ಪಾಲಿಕೆಯ ಅಧಿಕಾರಿಗಳು, ಪಾಲಿಕೆ ಸದಸ್ಯರು, ಕಾಂಗ್ರೆಸ್ ಮುಖಂಡರು ಹಾಗೂ ಕಾರ್ಯಕರ್ತರು ಈ ಸಂದರ್ಭದಲ್ಲಿ ಉಪಸ್ಥಿತರಿದ್ದರು. ಉದ್ಘಾಟನೆಯ ನಂತರ ಶಾಸಕರು ಸಾರ್ವಜನಿಕರೊಂದಿಗೆ ಕುಳಿತು ಉಪಾಹಾರ ಸೇವಿಸಿದರು. ಸಂದೇಶವನ್ನು ಶಾಸಕರು ಹಂಚಿಕೊಂಡರು. <box>416 1334 574 1369</box>
canteen-overline: ಶಾಸಕ ಅಬ್ಬಯ್ಯರಿಂದ ಇಂದಿರಾ ಕ್ಯಾಂಟೀನ್ ಲೋಕಾರ್ಪಣೆ <box>195 1127 391 1140</box>
story-headline: 'ಪಂಚ ಗ್ಯಾರಂಟಿಗಳ ಯೋಜನೆ ಪ್ರತಿ ಫಲಾನುಭವಿಗೆ ತಲುಪಿಸಬೇಕು' <box>12 337 203 367</box>
story-body: ಸರಕಾರದ ಪಂಚ ಗ್ಯಾರಂಟಿ ಯೋಜನೆಗಳು ಪ್ರತಿ ಅರ್ಹ ಫಲಾನುಭವಿಗೆ ತಲುಪಬೇಕು ಎಂದು ಅಧಿಕಾರಿಗಳಿಗೆ ಸೂಚಿಸಲಾಯಿತು. ಗೃಹಲಕ್ಷ್ಮಿ ಯೋಜನೆಯಡಿ ಜಿಲ್ಲೆಯಲ್ಲಿ 549457 ಮಹಿಳಾ ಫಲಾನುಭವಿಗಳು ನೋಂದಣಿಯಾಗಿದ್ದಾರೆ. ಅನ್ನಭಾಗ್ಯ ಯೋಜನೆಯಡಿ 49961 ಕುಟುಂಬಗಳು ಪ್ರಯೋಜನ ಪಡೆಯುತ್ತಿವೆ. ಶಕ್ತಿ ಯೋಜನೆಯಡಿ ಲಕ್ಷಾಂತರ ಮಹಿಳೆಯರು ಉಚಿತ ಪ್ರಯಾಣ ಮಾಡಿದ್ದಾರೆ. ಗೃಹಜ್ಯೋತಿ ಹಾಗೂ ಯುವನಿಧಿ ಯೋಜನೆಗಳ ಪ್ರಗತಿಯ ಕುರಿತು ಸಭೆಯಲ್ಲಿ ಪರಿಶೀಲನೆ ನಡೆಸಲಾಯಿತು. ತಾಲೂಕು ಮಟ್ಟದ ಅನುಷ್ಠಾನ ಸಮಿತಿಯ ಸದಸ್ಯರು ಸಭೆಯಲ್ಲಿ ಪಾಲ್ಗೊಂಡಿದ್ದರು. ಬಾಕಿ ಇರುವ ಅರ್ಜಿಗಳನ್ನು ಶೀಘ್ರ ವಿಲೇವಾರಿ ಮಾಡುವಂತೆ ಸೂಚಿಸಲಾಯಿತು. <box>12 372 240 434</box>
meeting-photo-illustration <box>397 104 775 254</box>
page-number: 2 <box>10 10 44 66</box>
canteen-headline: ನಮ್ಮದು ಬಡವರಪರ ಸರ್ಕಾರ: ಶಾಸಕ ಪ್ರಸಾದ ಅಬ್ಬಯ್ಯ <box>117 1146 469 1170</box>
tender-work-item: 24) ಇಂಡೆಂಟ್ ನಂ. 40555/ 9.00 ಲಕ್ಷ/ ಸಾಮಾನ್ಯ <box>763 1251 873 1258</box>
jangama-headline: ಜಂಗಮ ಪದ ತೆಗೆದುಹಾಕಲು ಒತ್ತಾಯ <box>344 965 480 978</box>
date-year: 2025 <box>209 39 249 55</box>
paper-logo <box>400 28 680 76</box>
corporation-emblem-icon <box>588 1091 610 1113</box>
jangama-body-col1: ಬುಡಕಟ್ಟು ಜಂಗಮ ಸಮುದಾಯದ ಮೀಸಲಾತಿಗೆ ಸಂಬಂಧಿಸಿದಂತೆ ಪರಿಶಿಷ್ಟ ಜಾತಿಯ ಪಟ್ಟಿಯಿಂದ ಜಂಗಮ ಪದವನ್ನು ತೆಗೆದುಹಾಕಬೇಕು ಎಂದು ಒತ್ತಾಯಿಸಲಾಯಿತು. ನಿಜವಾದ ಬೇಡ ಜಂಗಮ ಸಮುದಾಯಕ್ಕೆ ಸಿಗಬೇಕಾದ ಸೌಲಭ್ಯಗಳು ಬೇರೆಯವರ ಪಾಲಾಗುತ್ತಿವೆ. ಈ ಬಗ್ಗೆ ಸರಕಾರ ಕೂಡಲೇ ಕ್ರಮ ಕೈಗೊಳ್ಳಬೇಕು. ನಕಲಿ ಜಾತಿ ಪ್ರಮಾಣ ಪತ್ರ ಪಡೆದವರ ವಿರುದ್ಧ ಕಾನೂನು ಕ್ರಮ ಜರುಗಿಸಬೇಕು ಎಂದು ಮುಖಂಡರು ಆಗ್ರಹಿಸಿದರು. ಈ ಕುರಿತು ಜಿಲ್ಲಾಧಿಕಾರಿಗಳ ಮೂಲಕ ಮುಖ್ಯಮಂತ್ರಿಗಳಿಗೆ ಮನವಿ ಸಲ್ಲಿಸಲಾಯಿತು. ಪರಿಶಿಷ್ಟ ಜಾತಿಯ ಪಟ್ಟಿಯಲ್ಲಿರುವ ಸಮುದಾಯಗಳ ಹಕ್ಕುಗಳನ್ನು ಸಂರಕ್ಷಿಸುವುದು ಸರಕಾರದ ಕರ್ತವ್ಯ. ಸುಪ್ರೀಂ ಕೋರ್ಟ್ ಹಾಗೂ ಹೈಕೋರ್ಟ್ ನೀಡಿರುವ ತೀರ್ಪುಗಳನ್ನು ಪಾಲಿಸಬೇಕು. ಸಮುದಾಯದ ಮುಖಂಡರು, ವಿವಿಧ ಸಂಘಟನೆಗಳ ಪದಾಧಿಕಾರಿಗಳು ಈ ಸಂದರ್ಭದಲ್ಲಿ ಉಪಸ್ಥಿತರಿದ್ದರು. ಬೇಡಿಕೆ ಈಡೇರದಿದ್ದಲ್ಲಿ ರಾಜ್ಯಾದ್ಯಂತ ಹೋರಾಟ ನಡೆಸಲಾಗುವುದು ಎಂದು ಎಚ್ಚರಿಸಿದರು. ದಲಿತ ಸಂಘಟನೆಗಳ ಒಕ್ಕೂಟವು ಈ ಹೋರಾಟಕ್ಕೆ ಬೆಂಬಲ ವ್ಯಕ್ತಪಡಿಸಿದೆ. ಸರಕಾರ ರಚಿಸಿರುವ ಆಯೋಗ ಶೀಘ್ರ ವರದಿ ನೀಡಬೇಕು ಎಂದು ಒತ್ತಾಯಿಸಲಾಯಿತು. ಸಂವಿಧಾನ ನೀಡಿರುವ ಮೀಸಲಾತಿ ಸೌಲಭ್ಯ ನೈಜ <box>252 984 406 1118</box>
schedule-row <box>589 1298 930 1309</box>
tender-work-item: 11) ಇಂಡೆಂಟ್ ನಂ. 40768/ 25.00 ಲಕ್ಷ/ ಪ್ರವರ್ಗ-2ಎ <box>588 1203 709 1210</box>
email-contact <box>677 44 935 71</box>
stage-photo-illustration <box>391 531 671 691</box>
tender-work-item: 19) ಇಂಡೆಂಟ್ ನಂ. 38591/ 5.00 ಲಕ್ಷ/ ಸಾಮಾನ್ಯ <box>588 1235 698 1242</box>
homeopathy-photo <box>390 530 670 690</box>
tender-work-item: 9) ಇಂಡೆಂಟ್ ನಂ. 40774/ 7.23 ಲಕ್ಷ/ ಸಾಮಾನ್ಯ <box>588 1195 694 1202</box>
column-rule <box>243 86 244 1120</box>
